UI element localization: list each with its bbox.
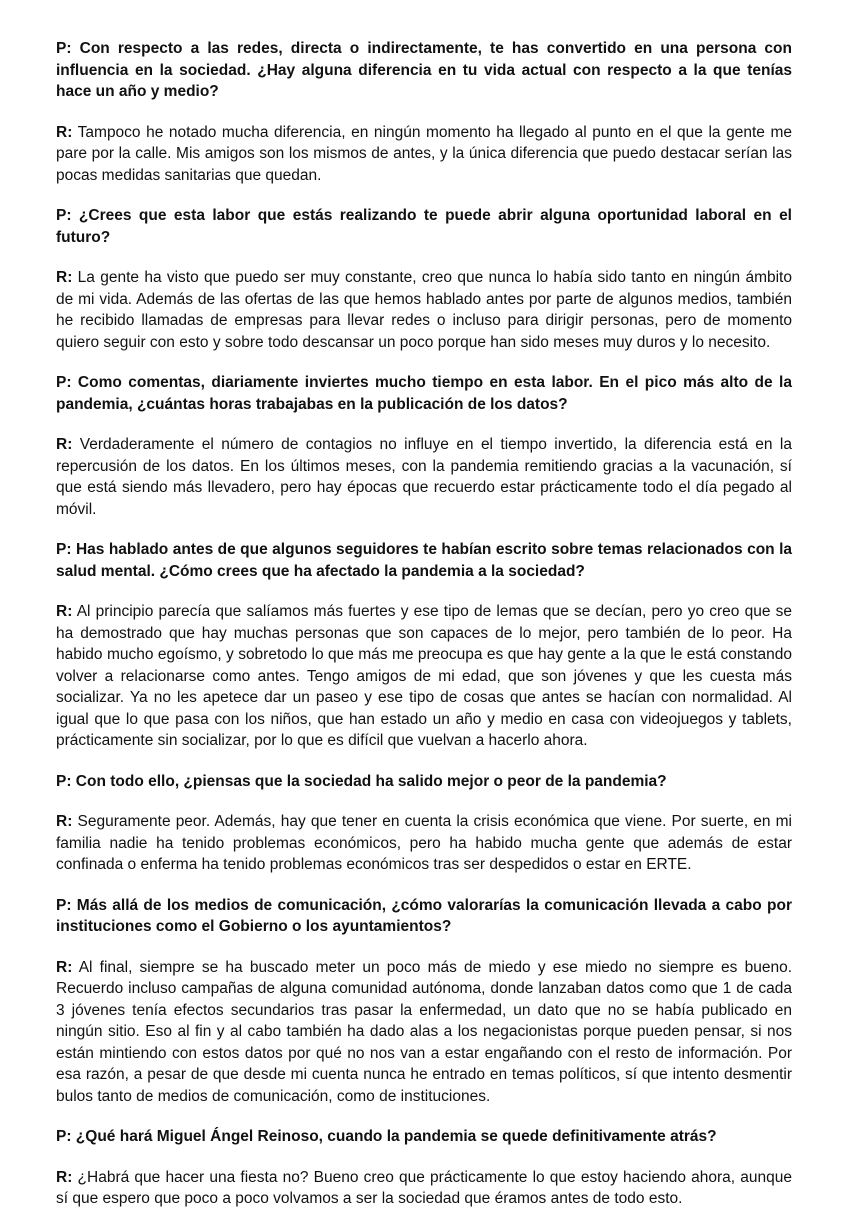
answer-5 — [56, 811, 792, 876]
answer-prefix: R: — [56, 603, 73, 620]
answer-text: ¿Habrá que hacer una fiesta no? Bueno creo que prácticamente lo que estoy haciendo ahora, aunque sí que espero que poco a poco volvamos a ser la sociedad que éramos antes de todo esto. — [56, 1168, 792, 1207]
answer-text: La gente ha visto que puedo ser muy constante, creo que nunca lo había sido tanto en ningún ámbito de mi vida. Además de las ofertas de las que hemos hablado antes por parte de algunos medios, también he recibido llamadas de empresas para llevar redes o incluso para dirigir personas, pero de momento quiero seguir con esto y sobre todo descansar un poco porque han sido meses muy duros y lo necesito. — [56, 269, 792, 351]
answer-text: Tampoco he notado mucha diferencia, en ningún momento ha llegado al punto en el que la gente me pare por la calle. Mis amigos son los mismos de antes, y la única diferencia que puedo destacar serían las pocas medidas sanitarias que quedan. — [56, 123, 792, 184]
question-3: P: Como comentas, diariamente inviertes mucho tiempo en esta labor. En el pico más alto de la pandemia, ¿cuántas horas trabajabas en la publicación de los datos? — [56, 374, 792, 413]
answer-prefix: R: — [56, 123, 73, 141]
answer-prefix: R: — [56, 269, 73, 286]
answer-1 — [56, 122, 792, 187]
answer-text: Seguramente peor. Además, hay que tener en cuenta la crisis económica que viene. Por suerte, en mi familia nadie ha tenido problemas económicos, pero ha habido mucha gente que además de estar confinada o enferma ha tenido problemas económicos tras ser despedidos o estar en ERTE. — [56, 813, 792, 873]
question-7: P: ¿Qué hará Miguel Ángel Reinoso, cuando la pandemia se quede definitivamente atrás? — [56, 1128, 717, 1145]
answer-prefix: R: — [56, 958, 73, 976]
question-2: P: ¿Crees que esta labor que estás realizando te puede abrir alguna oportunidad laboral en el futuro? — [56, 207, 792, 246]
answer-3 — [56, 434, 792, 520]
answer-4 — [56, 601, 792, 752]
question-6: P: Más allá de los medios de comunicación, ¿cómo valorarías la comunicación llevada a cabo por instituciones como el Gobierno o los ayuntamientos? — [56, 896, 792, 935]
question-1: P: Con respecto a las redes, directa o indirectamente, te has convertido en una persona con influencia en la sociedad. ¿Hay alguna diferencia en tu vida actual con respecto a la que tenías hace un año y medio? — [56, 40, 792, 100]
interview-qa-list — [56, 38, 792, 1210]
answer-prefix: R: — [56, 1168, 73, 1186]
question-4: P: Has hablado antes de que algunos seguidores te habían escrito sobre temas relacionados con la salud mental. ¿Cómo crees que ha afectado la pandemia a la sociedad? — [56, 541, 792, 580]
answer-prefix: R: — [56, 813, 73, 830]
question-5: P: Con todo ello, ¿piensas que la sociedad ha salido mejor o peor de la pandemia? — [56, 772, 667, 790]
answer-prefix: R: — [56, 436, 73, 453]
answer-text: Al final, siempre se ha buscado meter un poco más de miedo y ese miedo no siempre es bueno. Recuerdo incluso campañas de alguna comunidad autónoma, donde lanzaban datos como que 1 de cada 3 jóvenes tenía efectos secundarios tras pasar la enfermedad, un dato que no se había publicado en ningún sitio. Eso al fin y al cabo también ha dado alas a los negacionistas porque pueden pensar, si nos están mintiendo con estos datos por qué no nos van a estar engañando con el resto de información. Por esa razón, a pesar de que desde mi cuenta nunca he entrado en temas políticos, sí que intento desmentir bulos tanto de medios de comunicación, como de instituciones. — [56, 958, 792, 1105]
answer-7 — [56, 1167, 792, 1210]
answer-text: Verdaderamente el número de contagios no influye en el tiempo invertido, la diferencia está en la repercusión de los datos. En los últimos meses, con la pandemia remitiendo gracias a la vacunación, sí que está siendo más llevadero, pero hay épocas que recuerdo estar prácticamente todo el día pegado al móvil. — [56, 436, 792, 518]
answer-2 — [56, 267, 792, 353]
answer-text: Al principio parecía que salíamos más fuertes y ese tipo de lemas que se decían, pero yo creo que se ha demostrado que hay muchas personas que son capaces de lo mejor, pero también de lo peor. Ha habido mucho egoísmo, y sobretodo lo que más me preocupa es que hay gente a la que le está constando volver a relacionarse como antes. Tengo amigos de mi edad, que son jóvenes y que les cuesta más socializar. Ya no les apetece dar un paseo y ese tipo de cosas que antes se hacían con normalidad. Al igual que lo que pasa con los niños, que han estado un año y medio en casa con videojuegos y tablets, prácticamente sin socializar, por lo que es difícil que vuelvan a hacerlo ahora. — [56, 603, 793, 749]
answer-6 — [56, 957, 792, 1108]
